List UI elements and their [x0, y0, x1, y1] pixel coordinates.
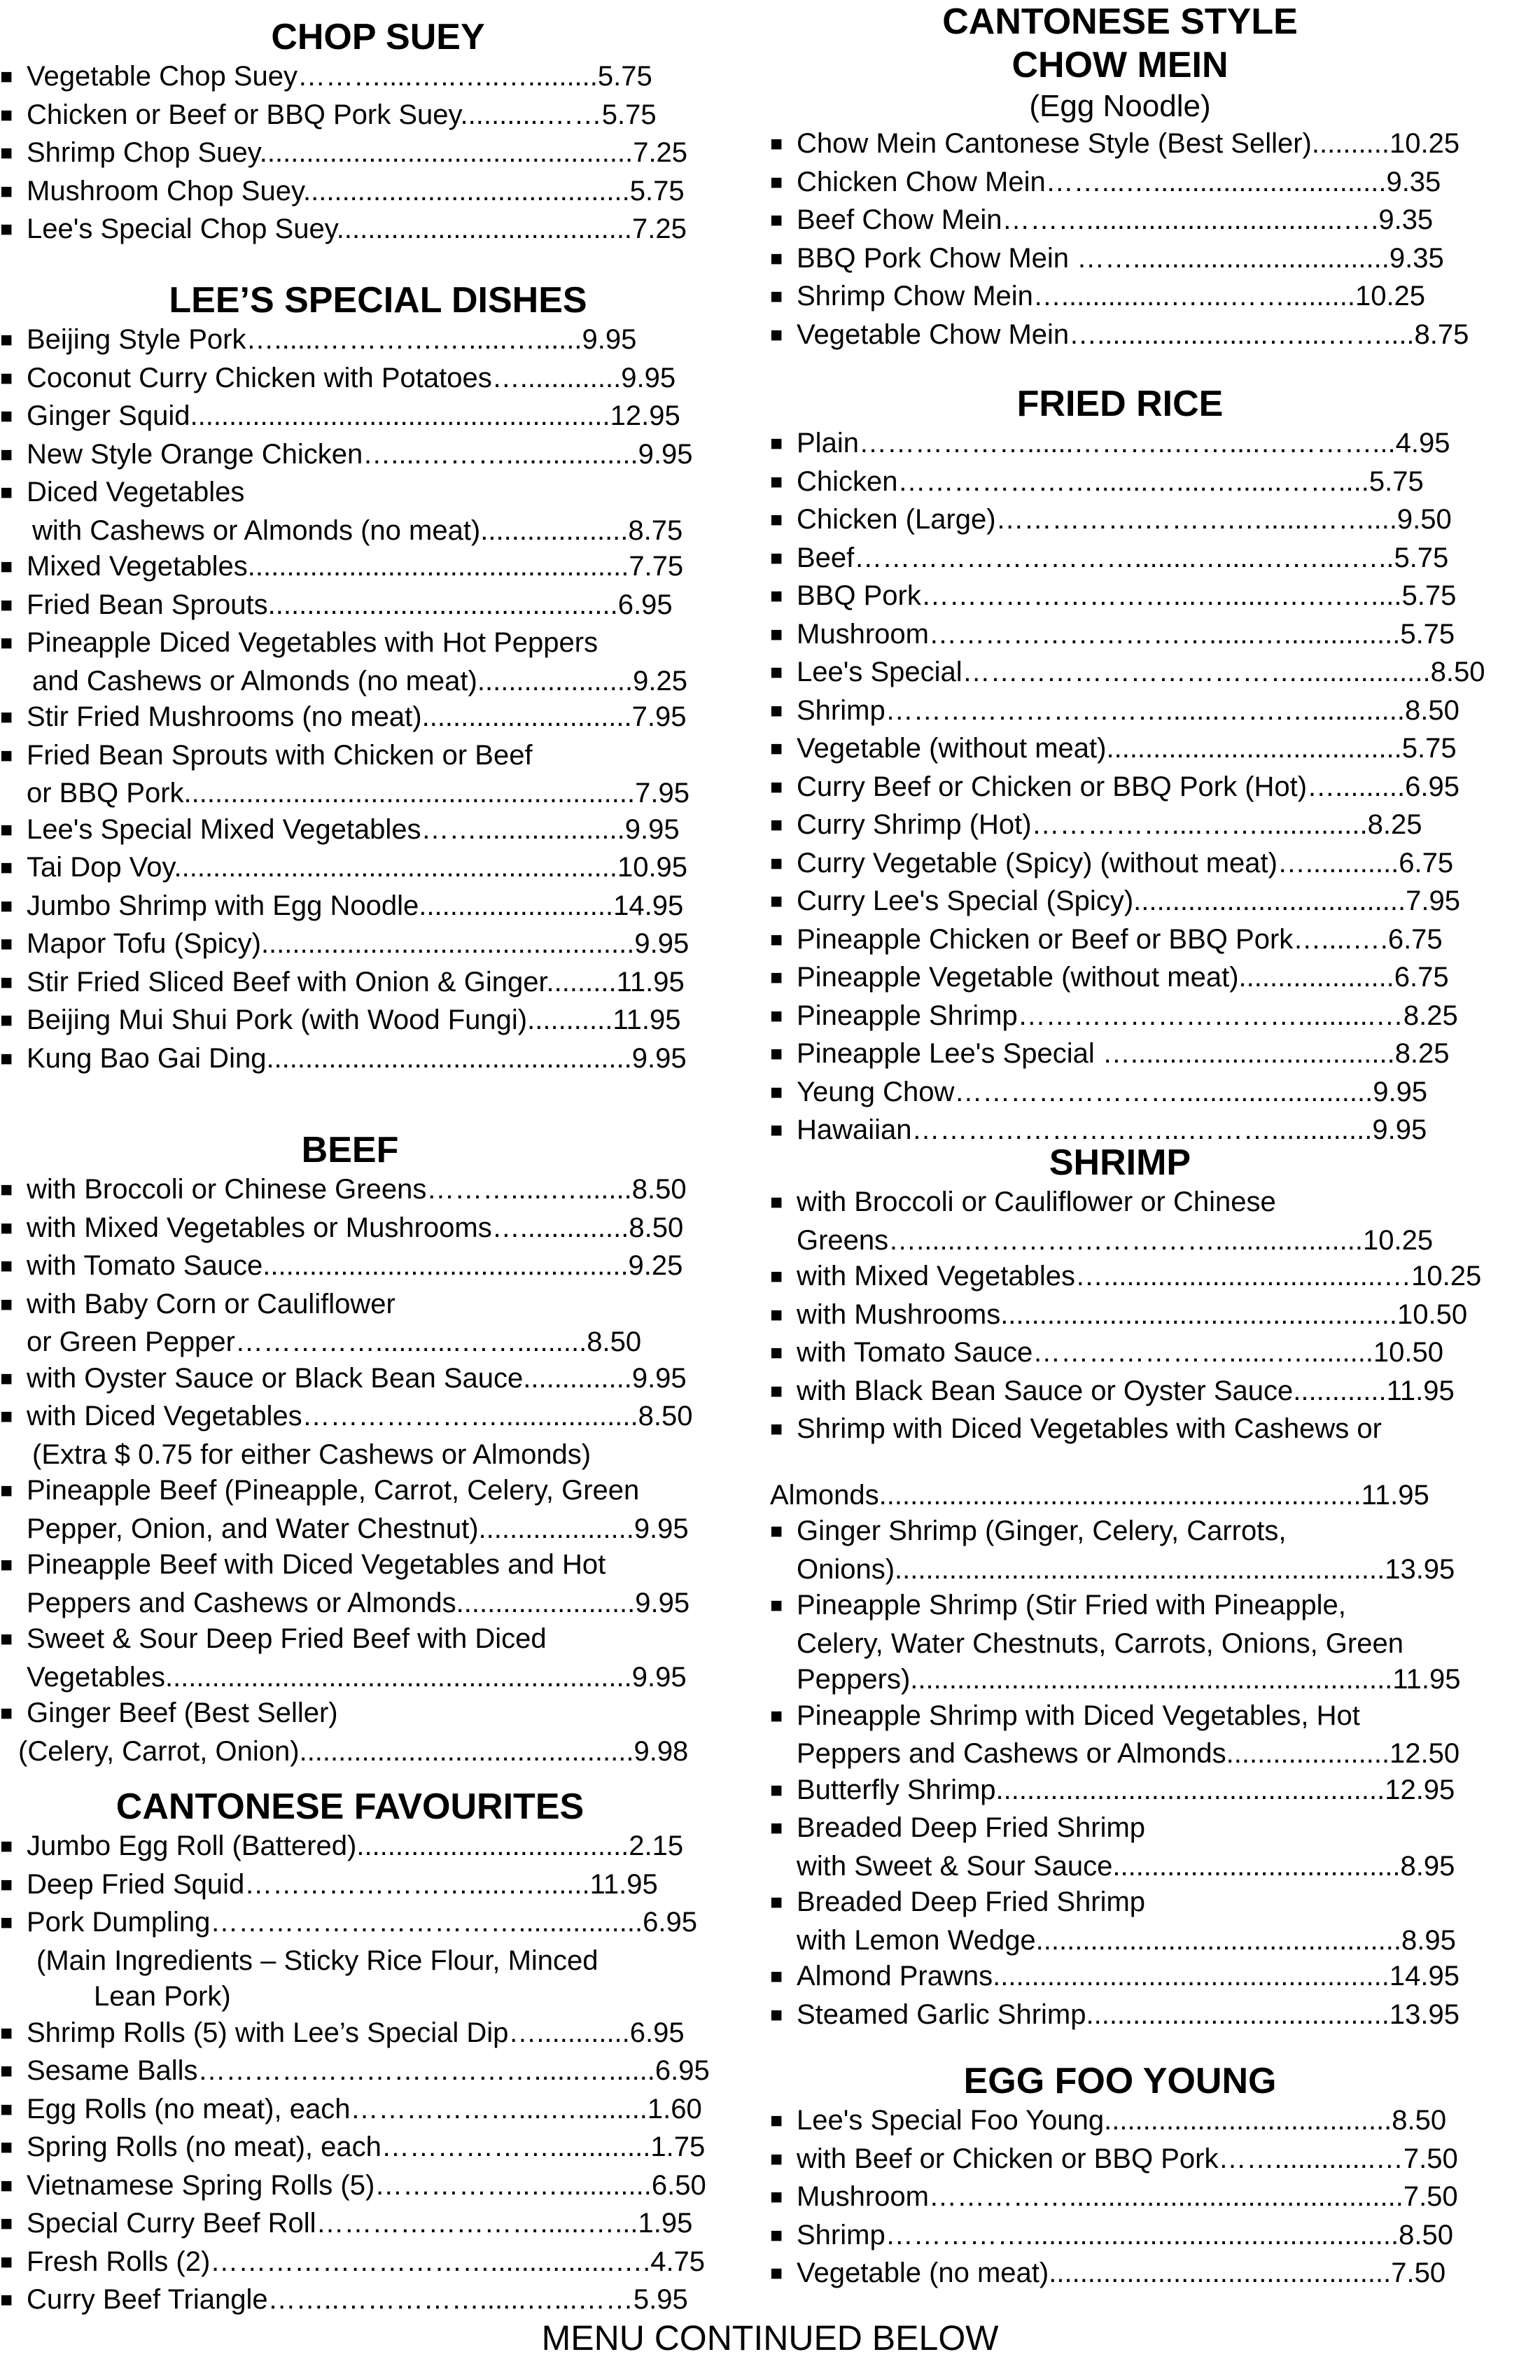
menu-item: ■Vegetable Chow Mein…......................…....……....8.75 [770, 317, 1526, 356]
menu-item: ■Breaded Deep Fried Shrimp [770, 1810, 1526, 1849]
menu-item: ■Kung Bao Gai Ding...............................................9.95 [0, 1041, 756, 1079]
menu-item: ■Shrimp with Diced Vegetables with Cashews or [770, 1411, 1526, 1450]
menu-item: ■Shrimp Rolls (5) with Lee’s Special Dip…............6.95 [0, 2015, 756, 2054]
menu-item: ■Egg Rolls (no meat), each………………....….........1.60 [0, 2092, 756, 2130]
menu-item: ■Stir Fried Sliced Beef with Onion & Ginger.........11.95 [0, 965, 756, 1003]
menu-item: ■Pineapple Vegetable (without meat)....................6.75 [770, 960, 1526, 998]
menu-item: ■Pineapple Beef (Pineapple, Carrot, Celery, Green [0, 1473, 756, 1511]
menu-item: ■Coconut Curry Chicken with Potatoes….............9.95 [0, 360, 756, 399]
section-cantonese-favourites [0, 1785, 756, 2320]
menu-item: ■Mushroom…………………………......…...............5.75 [770, 617, 1526, 655]
menu-item: ■Beijing Style Pork…......………….….....…......9.95 [0, 322, 756, 360]
menu-item: ■Curry Beef Triangle……..……………......…...……5.95 [0, 2282, 756, 2320]
menu-item: ■Lee's Special……………………………….................8.50 [770, 654, 1526, 693]
menu-item: ■Ginger Squid......................................................12.95 [0, 398, 756, 437]
menu-item: ■Pineapple Shrimp…………………………..........…8.25 [770, 998, 1526, 1037]
menu-item: ■Breaded Deep Fried Shrimp [770, 1884, 1526, 1923]
menu-item: ■with Tomato Sauce...............................................9.25 [0, 1248, 756, 1287]
menu-item: ■Pineapple Lee's Special …..................................8.25 [770, 1036, 1526, 1074]
section-cantonese-chow-mein [770, 0, 1526, 355]
menu-item: ■Special Curry Beef Roll……………………......…...1.95 [0, 2206, 756, 2244]
menu-item: ■Sesame Balls………………………………......…......6.95 [0, 2053, 756, 2092]
menu-item: ■Vegetable (without meat)......................................5.75 [770, 731, 1526, 769]
menu-item: ■Fried Bean Sprouts with Chicken or Beef [0, 738, 756, 776]
menu-item: ■Hawaiian………………………...……….............9.95 [770, 1112, 1526, 1151]
menu-item: ■with Mixed Vegetables or Mushrooms…..............8.50 [0, 1210, 756, 1249]
menu-item: ■Lee's Special Mixed Vegetables……...................9.95 [0, 812, 756, 850]
menu-continued-note: MENU CONTINUED BELOW [541, 2318, 999, 2358]
menu-item: ■Spring Rolls (no meat), each……………….............1.75 [0, 2129, 756, 2168]
menu-item: ■Chicken Chow Mein……...…..............................9.35 [770, 164, 1526, 203]
menu-item: ■New Style Orange Chicken…....……….................9.95 [0, 437, 756, 475]
menu-item-continued: and Cashews or Almonds (no meat)....................9.25 [32, 665, 687, 696]
section-shrimp [770, 1141, 1526, 2035]
menu-item: ■Beijing Mui Shui Pork (with Wood Fungi)...........11.95 [0, 1002, 756, 1041]
menu-item-continued: or Green Pepper……………...........…….........8.50 [27, 1326, 642, 1357]
menu-item: ■Mushroom……………...........................................7.50 [770, 2179, 1526, 2218]
menu-item: ■Vegetable (no meat)............................................7.50 [770, 2255, 1526, 2294]
menu-item: ■Chow Mein Cantonese Style (Best Seller)..........10.25 [770, 126, 1526, 164]
menu-item: ■Fried Bean Sprouts.............................................6.95 [0, 587, 756, 626]
section-title: CHOW MEIN [1011, 45, 1228, 85]
menu-item-continued: or BBQ Pork..........................................................7.95 [27, 778, 690, 808]
section-lees-special [0, 279, 756, 1079]
section-beef [0, 1128, 756, 1770]
menu-item: ■with Baby Corn or Cauliflower [0, 1287, 756, 1325]
menu-item: ■Jumbo Egg Roll (Battered)...................................2.15 [0, 1828, 756, 1867]
menu-item-continued: Peppers and Cashews or Almonds.......................9.95 [27, 1587, 690, 1618]
menu-item-continued: with Sweet & Sour Sauce.....................................8.95 [797, 1850, 1455, 1882]
section-egg-foo-young [770, 2059, 1526, 2294]
section-title: SHRIMP [1049, 1142, 1191, 1183]
menu-item: ■Fresh Rolls (2)…………………………................….4.75 [0, 2244, 756, 2283]
menu-item-continued: Almonds..............................................................11.95 [770, 1479, 1429, 1511]
menu-item: ■Pineapple Shrimp with Diced Vegetables, Hot [770, 1698, 1526, 1737]
section-title: CANTONESE STYLE [942, 1, 1298, 42]
menu-item: ■Jumbo Shrimp with Egg Noodle.........................14.95 [0, 888, 756, 927]
menu-item: ■Sweet & Sour Deep Fried Beef with Diced [0, 1621, 756, 1660]
menu-item: ■Diced Vegetables [0, 475, 756, 513]
menu-item: ■Mixed Vegetables.................................................7.75 [0, 549, 756, 587]
menu-item: ■Lee's Special Foo Young.....................................8.50 [770, 2103, 1526, 2141]
menu-item: ■Pineapple Diced Vegetables with Hot Peppers [0, 625, 756, 664]
menu-item: ■Chicken or Beef or BBQ Pork Suey...........……5.75 [0, 97, 756, 136]
menu-item: ■BBQ Pork Chow Mein …….................................9.35 [770, 241, 1526, 279]
menu-item: ■Mushroom Chop Suey..........................................5.75 [0, 174, 756, 212]
section-fried-rice [770, 382, 1526, 1151]
section-title: LEE’S SPECIAL DISHES [169, 280, 587, 321]
menu-item-note: Lean Pork) [94, 1981, 231, 2012]
menu-item: ■Curry Lee's Special (Spicy)...................................7.95 [770, 883, 1526, 922]
menu-item: ■Vegetable Chop Suey………....…..…..….........5.75 [0, 59, 756, 97]
menu-item: ■Beef Chow Mein……….................................….9.35 [770, 202, 1526, 241]
menu-item: ■Deep Fried Squid…………………….....….......11.95 [0, 1867, 756, 1905]
section-chop-suey [0, 15, 756, 250]
menu-item-continued: Celery, Water Chestnuts, Carrots, Onions, Green [797, 1628, 1404, 1659]
menu-item: ■with Diced Vegetables…………………..................8.50 [0, 1399, 756, 1437]
section-title: CANTONESE FAVOURITES [115, 1786, 584, 1827]
menu-item: ■Shrimp……………................................................8.50 [770, 2218, 1526, 2256]
menu-item: ■Butterfly Shrimp..................................................12.95 [770, 1772, 1526, 1811]
menu-item: ■Tai Dop Voy.........................................................10.95 [0, 850, 756, 888]
menu-item: ■with Tomato Sauce…………………......….........10.50 [770, 1335, 1526, 1373]
menu-item-continued: Greens…......………………………...................10.25 [797, 1224, 1434, 1256]
menu-item: ■with Beef or Chicken or BBQ Pork…….............…7.50 [770, 2141, 1526, 2180]
menu-item: ■Shrimp Chop Suey................................................7.25 [0, 135, 756, 174]
section-title: BEEF [301, 1130, 399, 1170]
menu-item: ■Curry Beef or Chicken or BBQ Pork (Hot)….........6.95 [770, 769, 1526, 808]
menu-item: ■Lee's Special Chop Suey......................................7.25 [0, 211, 756, 250]
menu-item: ■Pineapple Shrimp (Stir Fried with Pineapple, [770, 1588, 1526, 1626]
menu-item: ■with Broccoli or Cauliflower or Chinese [770, 1184, 1526, 1223]
menu-item: ■Ginger Shrimp (Ginger, Celery, Carrots, [770, 1513, 1526, 1552]
section-title: EGG FOO YOUNG [963, 2061, 1277, 2101]
menu-item: ■Curry Shrimp (Hot)……………....……..............8.25 [770, 807, 1526, 846]
menu-item-continued: Vegetables............................................................9.95 [27, 1661, 687, 1693]
menu-item-continued: Onions)...............................................................13.95 [797, 1553, 1455, 1585]
section-subtitle: (Egg Noodle) [1029, 89, 1211, 123]
menu-item: ■Mapor Tofu (Spicy)................................................9.95 [0, 926, 756, 965]
menu-item: ■with Broccoli or Chinese Greens……….....….......8.50 [0, 1172, 756, 1210]
menu-item-note: (Extra $ 0.75 for either Cashews or Almonds) [32, 1438, 592, 1470]
menu-item: ■Curry Vegetable (Spicy) (without meat)…............6.75 [770, 846, 1526, 884]
menu-item: ■with Mushrooms...................................................10.50 [770, 1297, 1526, 1336]
menu-item: ■Ginger Beef (Best Seller) [0, 1695, 756, 1734]
menu-item: ■with Oyster Sauce or Black Bean Sauce..............9.95 [0, 1361, 756, 1399]
menu-item-continued: (Celery, Carrot, Onion)...........................................9.98 [18, 1735, 689, 1767]
menu-item: ■Almond Prawns...................................................14.95 [770, 1959, 1526, 1997]
menu-item-continued: Pepper, Onion, and Water Chestnut)....................9.95 [27, 1513, 689, 1544]
section-title: FRIED RICE [1016, 384, 1224, 424]
menu-item-continued: Peppers)..............................................................11.95 [797, 1664, 1461, 1695]
menu-item: ■Steamed Garlic Shrimp.......................................13.95 [770, 1997, 1526, 2036]
menu-item: ■Yeung Chow…………………….........................9.95 [770, 1074, 1526, 1113]
menu-item: ■with Mixed Vegetables…....................................…10.25 [770, 1259, 1526, 1297]
menu-item-note: (Main Ingredients – Sticky Rice Flour, Minced [36, 1945, 598, 1976]
menu-item: ■Stir Fried Mushrooms (no meat)...........................7.95 [0, 699, 756, 738]
menu-item: ■BBQ Pork………………………...…......….….…....5.75 [770, 578, 1526, 617]
menu-item: ■Pineapple Beef with Diced Vegetables and Hot [0, 1547, 756, 1586]
menu-item: ■Vietnamese Spring Rolls (5)……………..…............6.50 [0, 2168, 756, 2206]
menu-item: ■Pork Dumpling……………………………................6.95 [0, 1905, 756, 1943]
menu-item: ■Pineapple Chicken or Beef or BBQ Pork…....….6.75 [770, 922, 1526, 960]
section-title: CHOP SUEY [271, 17, 485, 57]
menu-item: ■Beef…………………………........…....….…....…..5.75 [770, 540, 1526, 579]
menu-item-continued: with Lemon Wedge...............................................8.95 [797, 1924, 1456, 1956]
menu-item: ■Shrimp………………………….......…….…............8.50 [770, 693, 1526, 732]
menu-item: ■Plain………………......………..……....…………...4.95 [770, 426, 1526, 464]
menu-item: ■with Black Bean Sauce or Oyster Sauce............11.95 [770, 1373, 1526, 1412]
menu-item: ■Shrimp Chow Mein…..............…....…….........10.25 [770, 279, 1526, 317]
menu-item: ■Chicken (Large)…………….……….…......……....9.50 [770, 502, 1526, 540]
menu-item-continued: with Cashews or Almonds (no meat)...................8.75 [32, 514, 683, 546]
menu-item: ■Chicken………………….......…....…......……....5.75 [770, 464, 1526, 503]
menu-item-continued: Peppers and Cashews or Almonds.....................12.50 [797, 1738, 1460, 1769]
